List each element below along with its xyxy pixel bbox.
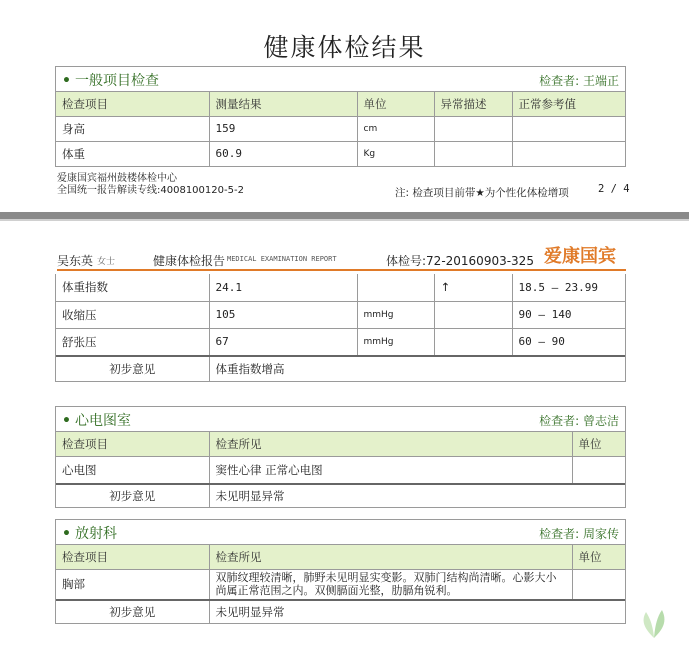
cell-ref <box>512 116 625 141</box>
exam-number: 体检号:72-20160903-325 <box>386 254 534 268</box>
section-title-text: 一般项目检查 <box>74 73 159 89</box>
cell-ref: 60 — 90 <box>512 328 625 355</box>
opinion-label: 初步意见 <box>56 600 209 623</box>
opinion-table <box>56 599 625 623</box>
cell-item: 胸部 <box>56 569 209 599</box>
table-row <box>56 569 625 599</box>
col-header: 检查项目 <box>56 545 209 569</box>
col-header: 单位 <box>572 545 625 569</box>
cell-unit <box>572 456 625 483</box>
section-title-text: 心电图室 <box>74 413 131 429</box>
hotline: 全国统一报告解读专线:4008100120-5-2 <box>57 185 244 196</box>
cell-item: 体重指数 <box>56 274 209 301</box>
col-header: 单位 <box>572 432 625 456</box>
section-header <box>56 407 625 432</box>
examiner: 检查者: 王端正 <box>539 74 619 88</box>
cell-result: 60.9 <box>209 141 357 166</box>
opinion-table <box>56 483 625 507</box>
table-row <box>56 141 625 166</box>
cell-ref: 90 — 140 <box>512 301 625 328</box>
section-title-text: 放射科 <box>74 526 117 542</box>
section-header <box>56 520 625 545</box>
patient-gender: 女士 <box>97 257 116 267</box>
report-title: 健康体检报告 <box>153 254 226 268</box>
col-header: 检查所见 <box>209 432 572 456</box>
cell-unit <box>572 569 625 599</box>
cell-unit: mmHg <box>357 328 434 355</box>
cell-finding: 双肺纹理较清晰，肺野未见明显实变影。双肺门结构尚清晰。心影大小尚属正常范围之内。双侧膈面光整，肋膈角锐利。 <box>209 569 572 599</box>
cell-result: 24.1 <box>209 274 357 301</box>
leaf-logo-icon <box>636 600 672 640</box>
table-row <box>56 116 625 141</box>
cell-finding: 窦性心律 正常心电图 <box>209 456 572 483</box>
cell-unit <box>357 274 434 301</box>
opinion-table <box>56 355 625 381</box>
cell-item: 舒张压 <box>56 328 209 355</box>
footer-info <box>57 173 244 197</box>
table-header-row <box>56 545 625 569</box>
general-table <box>56 92 625 166</box>
col-header: 异常描述 <box>434 92 512 116</box>
table-row <box>56 274 625 301</box>
ecg-section <box>55 406 626 508</box>
opinion-row <box>56 484 625 507</box>
center-name: 爱康国宾福州鼓楼体检中心 <box>57 173 177 184</box>
page-divider-shadow <box>0 219 689 221</box>
opinion-text: 未见明显异常 <box>209 484 625 507</box>
col-header: 测量结果 <box>209 92 357 116</box>
examiner: 检查者: 曾志洁 <box>539 414 619 428</box>
report-title-en: MEDICAL EXAMINATION REPORT <box>227 255 337 263</box>
cell-unit: cm <box>357 116 434 141</box>
col-header: 正常参考值 <box>512 92 625 116</box>
cell-abnormal <box>434 301 512 328</box>
ecg-table <box>56 432 625 483</box>
cell-item: 收缩压 <box>56 301 209 328</box>
opinion-row <box>56 356 625 381</box>
table-row <box>56 328 625 355</box>
page-number: 2 / 4 <box>598 183 630 195</box>
examiner: 检查者: 周家传 <box>539 527 619 541</box>
cell-item: 心电图 <box>56 456 209 483</box>
general-exam-cont <box>55 274 626 382</box>
opinion-label: 初步意见 <box>56 356 209 381</box>
page-title: 健康体检结果 <box>263 33 426 62</box>
table-row <box>56 301 625 328</box>
cell-ref: 18.5 — 23.99 <box>512 274 625 301</box>
cell-abnormal <box>434 141 512 166</box>
table-row <box>56 456 625 483</box>
table-header-row <box>56 432 625 456</box>
bullet-icon: • <box>62 73 71 89</box>
opinion-text: 体重指数增高 <box>209 356 625 381</box>
general-exam-section <box>55 66 626 167</box>
brand-logo: 爱康国宾 <box>544 246 616 267</box>
report-header <box>57 246 626 271</box>
cell-result: 67 <box>209 328 357 355</box>
cell-unit: Kg <box>357 141 434 166</box>
cell-item: 身高 <box>56 116 209 141</box>
col-header: 检查项目 <box>56 432 209 456</box>
radiology-table <box>56 545 625 599</box>
cell-unit: mmHg <box>357 301 434 328</box>
footnote: 注: 检查项目前带★为个性化体检增项 <box>395 187 569 199</box>
section-title <box>62 70 159 90</box>
cell-abnormal <box>434 328 512 355</box>
cell-abnormal <box>434 116 512 141</box>
bullet-icon: • <box>62 526 71 542</box>
bullet-icon: • <box>62 413 71 429</box>
col-header: 单位 <box>357 92 434 116</box>
col-header: 检查所见 <box>209 545 572 569</box>
table-header-row <box>56 92 625 116</box>
cell-item: 体重 <box>56 141 209 166</box>
cell-ref <box>512 141 625 166</box>
col-header: 检查项目 <box>56 92 209 116</box>
page-divider <box>0 212 689 219</box>
cell-result: 159 <box>209 116 357 141</box>
opinion-row <box>56 600 625 623</box>
opinion-text: 未见明显异常 <box>209 600 625 623</box>
section-title <box>62 523 117 543</box>
section-title <box>62 410 131 430</box>
opinion-label: 初步意见 <box>56 484 209 507</box>
patient-name: 吴东英 <box>57 254 94 268</box>
radiology-section <box>55 519 626 624</box>
section-header <box>56 67 625 92</box>
general-cont-table <box>56 274 625 355</box>
cell-abnormal: ↑ <box>434 274 512 301</box>
cell-result: 105 <box>209 301 357 328</box>
